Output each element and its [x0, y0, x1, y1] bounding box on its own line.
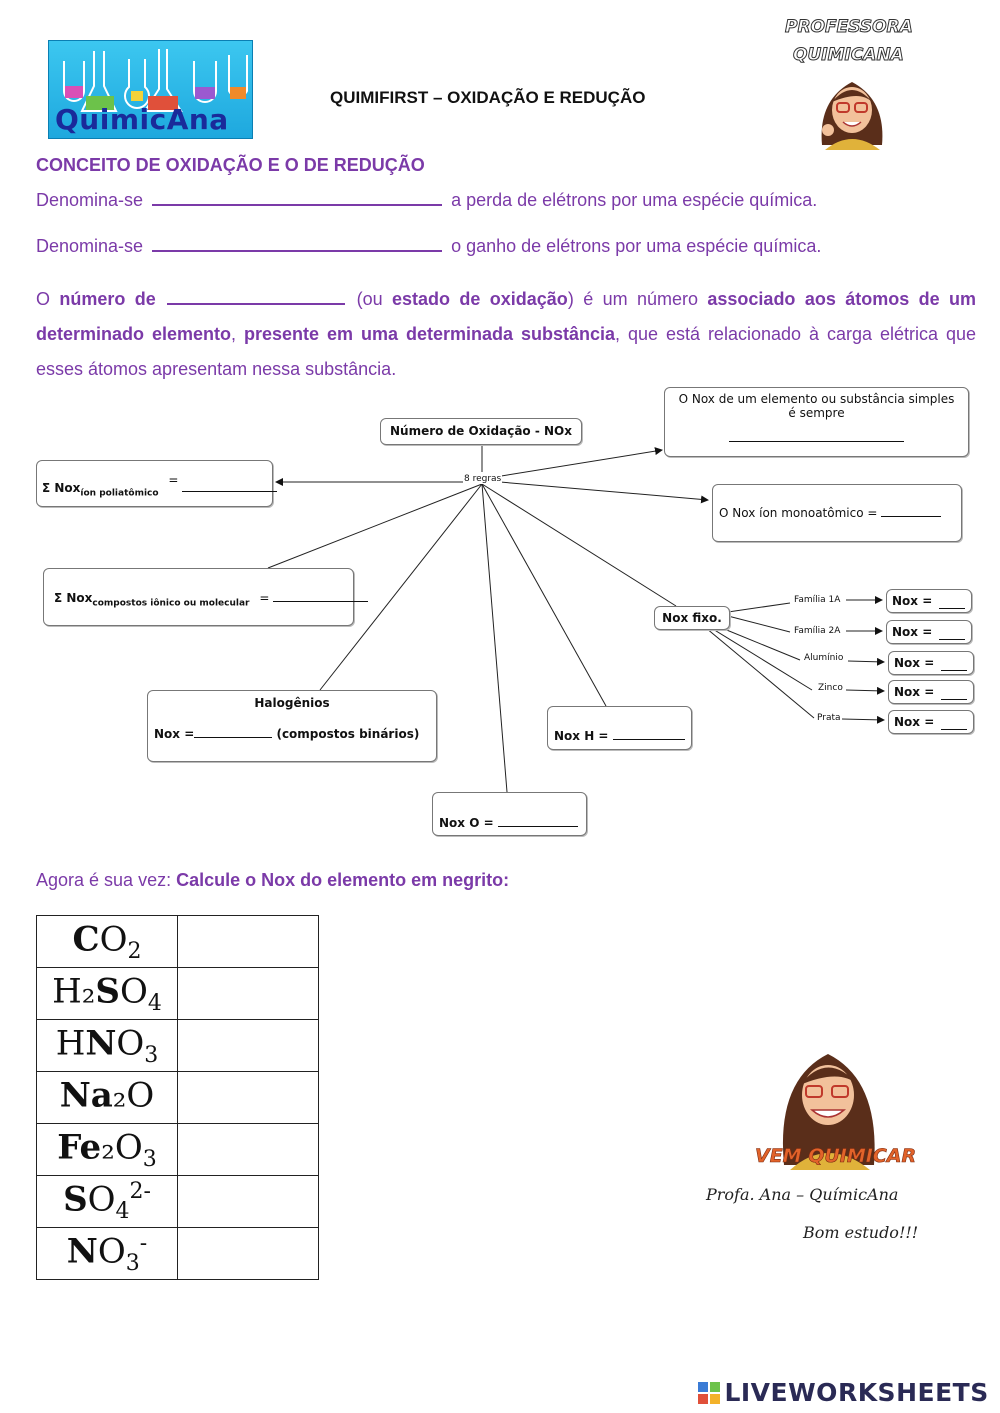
answer-cell[interactable] — [178, 968, 319, 1020]
answer-cell[interactable] — [178, 1124, 319, 1176]
page-title: QUIMIFIRST – OXIDAÇÃO E REDUÇÃO — [330, 88, 646, 107]
formula-row — [37, 1072, 319, 1124]
oxygen-blank[interactable] — [498, 825, 578, 827]
simple-blank[interactable] — [729, 440, 904, 442]
para-text: (ou — [347, 289, 392, 309]
formula-charge: 2- — [129, 1178, 151, 1204]
fixed-box-label: Nox = — [892, 594, 933, 608]
polyatomic-sum: Σ Nox — [42, 481, 81, 495]
formula-table — [36, 915, 319, 1280]
reduction-post: o ganho de elétrons por uma espécie química. — [451, 236, 822, 256]
halogen-box — [147, 690, 437, 762]
formula-cell — [37, 968, 178, 1020]
exercise-intro — [36, 870, 509, 891]
formula-bold-element: Fe — [57, 1127, 102, 1168]
fixed-box-2a — [886, 620, 972, 644]
halogen-blank[interactable] — [194, 736, 272, 738]
polyatomic-eq: = — [168, 473, 179, 487]
fixed-box-zinco — [888, 680, 974, 704]
goodbye: Bom estudo!!! — [803, 1223, 919, 1242]
lws-grid-icon — [698, 1382, 720, 1404]
formula-cell — [37, 1072, 178, 1124]
formula-subscript: 2 — [127, 939, 142, 965]
answer-cell[interactable] — [178, 1176, 319, 1228]
compounds-box — [43, 568, 354, 626]
formula-charge: - — [139, 1230, 148, 1256]
center-title: Número de Oxidação - NOx — [390, 424, 572, 438]
fixed-label-1a: Família 1A — [794, 595, 841, 605]
formula-cell — [37, 1124, 178, 1176]
formula-row — [37, 1020, 319, 1072]
formula-rest: O — [97, 1231, 126, 1272]
exercise-intro-text: Agora é sua vez: — [36, 870, 177, 890]
badge-line2: QUIMICANA — [793, 45, 904, 65]
oxidation-post: a perda de elétrons por uma espécie química. — [451, 190, 818, 210]
answer-cell[interactable] — [178, 1020, 319, 1072]
center-label: 8 regras — [464, 474, 502, 484]
fixed-blank[interactable] — [941, 669, 967, 671]
simple-line2: é sempre — [788, 406, 845, 420]
polyatomic-blank[interactable] — [182, 490, 277, 492]
fixed-blank[interactable] — [941, 698, 967, 700]
para-text: , que está relacionado à carga elétrica que esses átomos apresentam nessa substância. — [36, 324, 976, 379]
formula-rest: O — [116, 1023, 145, 1064]
simple-line1: O Nox de um elemento ou substância simples — [678, 392, 955, 406]
formula-row — [37, 1228, 319, 1280]
fixed-blank[interactable] — [941, 728, 967, 730]
formula-bold-element: Na — [59, 1075, 113, 1116]
formula-prefix: H₂ — [52, 971, 96, 1012]
section-title: CONCEITO DE OXIDAÇÃO E O DE REDUÇÃO — [36, 155, 425, 175]
answer-cell[interactable] — [178, 916, 319, 968]
formula-bold-element: N — [66, 1231, 98, 1272]
answer-cell[interactable] — [178, 1072, 319, 1124]
compounds-sum: Σ Nox — [54, 591, 93, 605]
fixed-box-1a — [886, 589, 972, 613]
para-bold: associado aos átomos de um determinado elemento — [36, 289, 976, 344]
simple-substance-box — [664, 387, 969, 457]
fixed-box-prata — [888, 710, 974, 734]
formula-cell — [37, 1020, 178, 1072]
para-bold: presente em uma determinada substância — [243, 324, 615, 344]
monoatomic-box — [712, 484, 962, 542]
formula-cell — [37, 916, 178, 968]
fixed-box-label: Nox = — [892, 625, 933, 639]
fixed-box-label: Nox = — [894, 685, 935, 699]
oxidation-pre: Denomina-se — [36, 190, 144, 210]
fixed-blank[interactable] — [939, 607, 965, 609]
vem-quimicar-label: VEM QUIMICAR — [755, 1145, 917, 1167]
formula-bold-element: S — [63, 1179, 88, 1220]
hydrogen-label: Nox H = — [554, 729, 609, 743]
formula-row — [37, 968, 319, 1020]
formula-cell — [37, 1176, 178, 1228]
fixed-box-aluminio — [888, 651, 974, 675]
formula-bold-element: S — [95, 971, 120, 1012]
formula-row — [37, 1124, 319, 1176]
halogen-eq: Nox = — [154, 727, 195, 741]
center-node — [380, 418, 582, 445]
fixed-blank[interactable] — [939, 638, 965, 640]
halogen-title: Halogênios — [254, 696, 330, 710]
formula-rest: O — [87, 1179, 116, 1220]
formula-bold-element: C — [72, 919, 100, 960]
fixed-label-aluminio: Alumínio — [804, 653, 844, 663]
polyatomic-sub: íon poliatômico — [80, 488, 159, 499]
fixed-label-2a: Família 2A — [794, 626, 841, 636]
lws-brand-text: LIVEWORKSHEETS — [724, 1378, 989, 1407]
formula-cell — [37, 1228, 178, 1280]
formula-subscript: 3 — [125, 1251, 140, 1277]
para-text: O — [36, 289, 60, 309]
para-bold: estado de oxidação — [391, 289, 568, 309]
fixed-nox-node — [654, 606, 730, 630]
polyatomic-box — [36, 460, 273, 507]
halogen-note: (compostos binários) — [276, 727, 420, 741]
formula-rest: O — [119, 971, 148, 1012]
exercise-intro-bold: Calcule o Nox do elemento em negrito: — [176, 870, 510, 890]
formula-rest: O — [99, 919, 128, 960]
hydrogen-blank[interactable] — [613, 738, 685, 740]
fixed-label: Nox fixo. — [662, 611, 722, 625]
formula-rest: ₂O — [101, 1127, 143, 1168]
formula-prefix: H — [55, 1023, 86, 1064]
formula-rest: ₂O — [112, 1075, 155, 1116]
para-text: ) é um número — [567, 289, 708, 309]
formula-subscript: 4 — [115, 1199, 130, 1225]
compounds-eq: = — [259, 591, 270, 605]
monoatomic-label: O Nox íon monoatômico = — [719, 506, 878, 520]
formula-subscript: 4 — [147, 991, 162, 1017]
oxygen-label: Nox O = — [439, 816, 494, 830]
monoatomic-blank[interactable] — [881, 515, 941, 517]
oxygen-box — [432, 792, 587, 836]
signature: Profa. Ana – QuímicAna — [706, 1185, 899, 1204]
formula-bold-element: N — [85, 1023, 117, 1064]
para-text: , — [231, 324, 244, 344]
fixed-label-prata: Prata — [817, 713, 841, 723]
para-bold: número de — [59, 289, 156, 309]
compounds-blank[interactable] — [273, 600, 368, 602]
formula-subscript: 3 — [142, 1147, 157, 1173]
badge-line1: PROFESSORA — [785, 17, 913, 37]
logo-text: QuimicAna — [55, 103, 229, 136]
fixed-label-zinco: Zinco — [818, 683, 843, 693]
reduction-pre: Denomina-se — [36, 236, 144, 256]
liveworksheets-logo — [698, 1378, 989, 1408]
fixed-box-label: Nox = — [894, 715, 935, 729]
compounds-sub: compostos iônico ou molecular — [92, 598, 250, 609]
fixed-box-label: Nox = — [894, 656, 935, 670]
formula-row — [37, 916, 319, 968]
formula-subscript: 3 — [144, 1043, 159, 1069]
formula-row — [37, 1176, 319, 1228]
answer-cell[interactable] — [178, 1228, 319, 1280]
hydrogen-box — [547, 706, 692, 750]
